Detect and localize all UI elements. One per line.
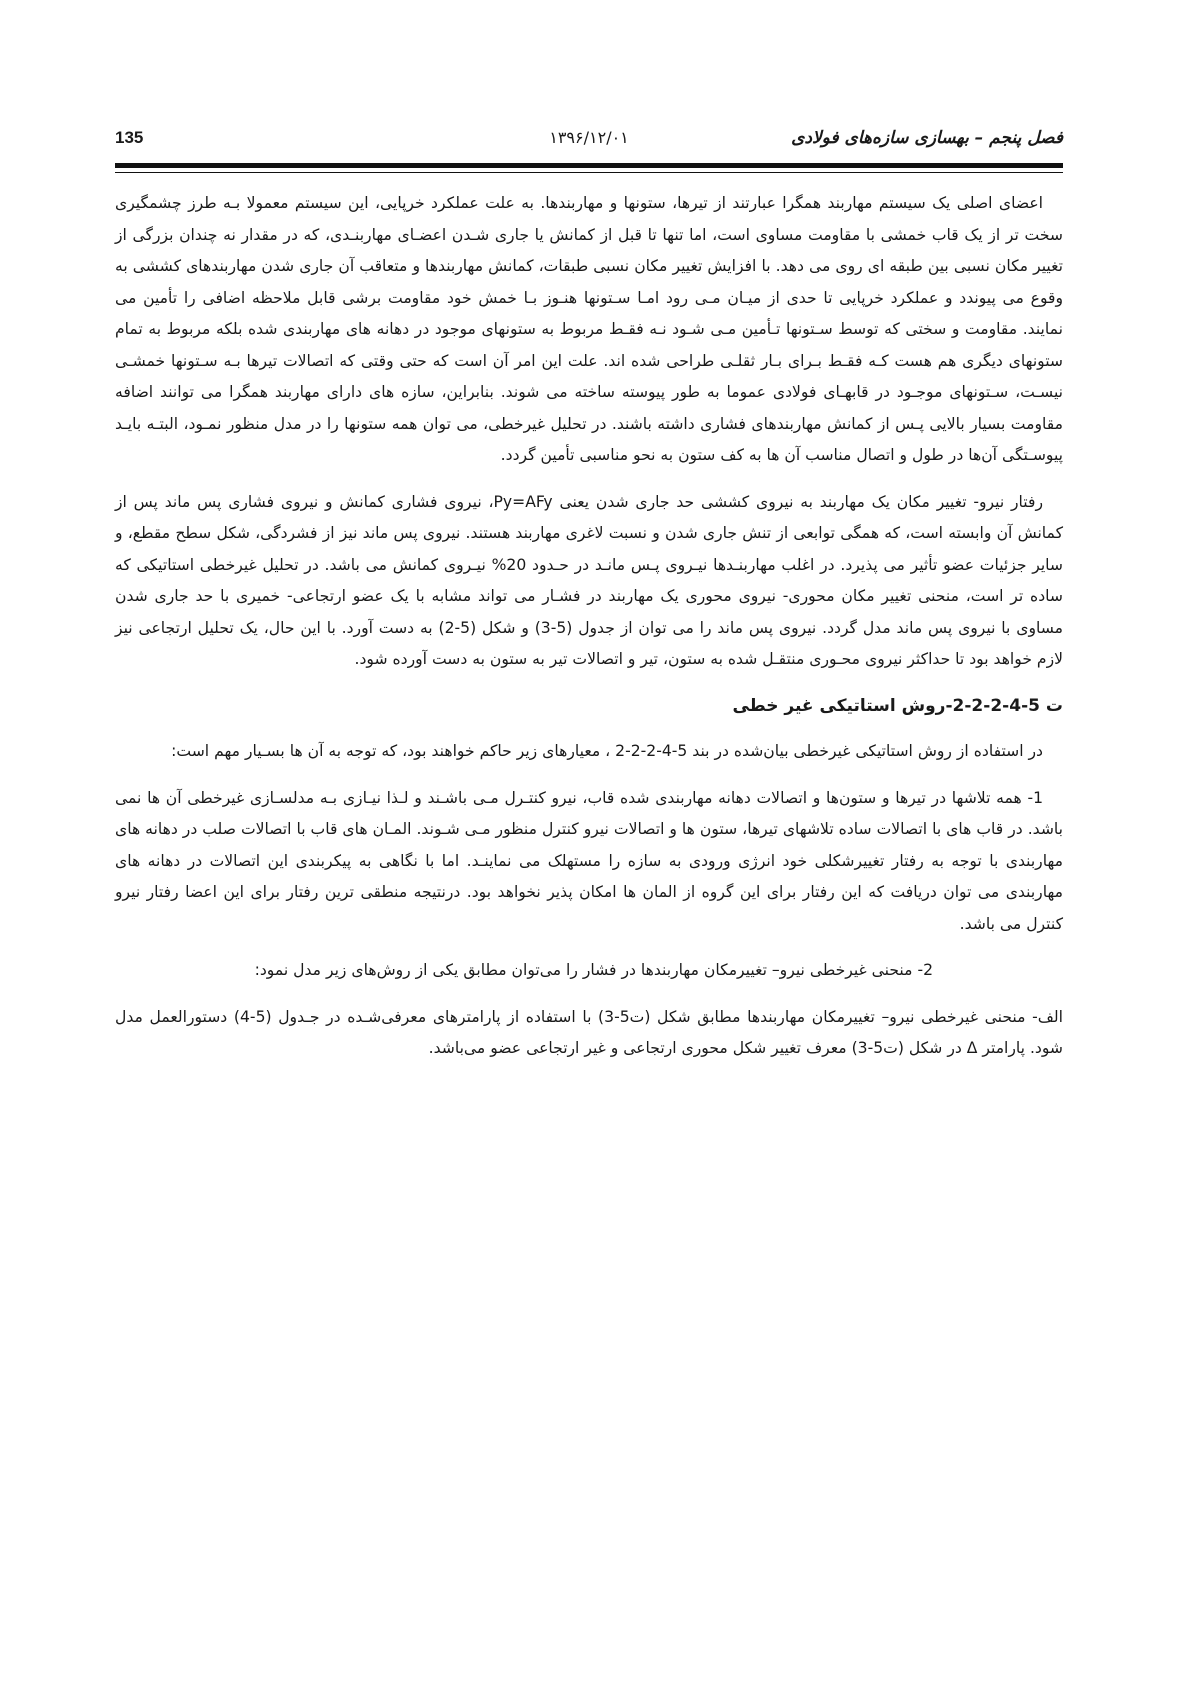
header-rule-thick (115, 163, 1063, 168)
paragraph-2: رفتار نیرو- تغییر مکان یک مهاربند به نیروی کششی حد جاری شدن یعنی Py=AFy، نیروی فشاری کمانش و نیروی فشاری پس ماند پس از کمانش آن وابسته است، که همگی توابعی از تنش جاری شدن و نسبت لاغری مهاربند هستند. نیروی پس ماند نیز از فشردگی، شکل سطح مقطع، و سایر جزئیات عضو تأثیر می پذیرد. در اغلب مهاربنـدها نیـروی پـس مانـد در حـدود 20% نیـروی کمانش می باشد. در تحلیل غیرخطی استاتیکی که ساده تر است، منحنی تغییر مکان محوری- نیروی محوری یک مهاربند در فشـار می تواند مشابه با یک عضو ارتجاعی- خمیری با حد جاری شدن مساوی با نیروی پس ماند مدل گردد. نیروی پس ماند را می توان از جدول (5-3) و شکل (5-2) به دست آورد. با این حال، یک تحلیل ارتجاعی نیز لازم خواهد بود تا حداکثر نیروی محـوری منتقـل شده به ستون، تیر و اتصالات تیر به ستون به دست آورده شود. (115, 492, 1063, 668)
header-date: ۱۳۹۶/۱۲/۰۱ (549, 128, 629, 147)
page-header (115, 128, 1063, 158)
paragraph-1: اعضای اصلی یک سیستم مهاربند همگرا عبارتند از تیرها، ستونها و مهاربندها. به علت عملکرد خرپایی، این سیستم معمولا بـه طرز چشمگیری سخت تر از یک قاب خمشی با مقاومت مساوی است، اما تنها تا قبل از کمانش یا جاری شـدن اعضـای مهاربنـدی، که در مقدار نه چندان بزرگی از تغییر مکان نسبی بین طبقه ای روی می دهد. با افزایش تغییر مکان نسبی طبقات، کمانش مهاربندها و متعاقب آن جاری شدن مهاربندهای کششی به وقوع می پیوندد و عملکرد خرپایی تا حدی از میـان مـی رود امـا سـتونها هنـوز بـا خمش خود مقاومت برشی قابل ملاحظه اضافی را تأمین می نمایند. مقاومت و سختی که توسط سـتونها تـأمین مـی شـود نـه فقـط مربوط به ستونهای موجود در دهانه های مهاربندی شده بلکه مربوط به تمام ستونهای دیگری هم هست کـه فقـط بـرای بـار ثقلـی طراحی شده اند. علت این امر آن است که حتی وقتی که اتصالات تیرها بـه سـتونها خمشـی نیسـت، سـتونهای موجـود در قابهـای فولادی عموما به طور پیوسته ساخته می شوند. بنابراین، سازه های دارای مهاربند همگرا می توانند اضافه مقاومت بسیار بالایی پـس از کمانش مهاربندهای فشاری داشته باشند. در تحلیل غیرخطی، می توان همه ستونها را در مدل منظور نمـود، البتـه بایـد پیوسـتگی آن‌ها در طول و اتصال مناسب آن ها به کف ستون به نحو مناسبی تأمین گردد. (115, 194, 1063, 464)
body-text (115, 188, 1063, 1080)
paragraph-5: 2- منحنی غیرخطی نیرو– تغییرمکان مهاربندها در فشار را می‌توان مطابق یکی از روش‌های زیر مدل نمود: (254, 961, 933, 979)
paragraph-3: در استفاده از روش استاتیکی غیرخطی بیان‌شده در بند 5-4-2-2-2 ، معیارهای زیر حاکم خواهند بود، که توجه به آن ها بسـیار مهم است: (171, 742, 1043, 760)
header-rule-thin (115, 172, 1063, 173)
paragraph-6: الف- منحنی غیرخطی نیرو– تغییرمکان مهاربندها مطابق شکل (ت5-3) با استفاده از پارامترهای معرفی‌شـده در جـدول (5-4) دستورالعمل مدل شود. پارامتر Δ در شکل (ت5-3) معرف تغییر شکل محوری ارتجاعی و غیر ارتجاعی عضو می‌باشد. (115, 1007, 1063, 1057)
chapter-title: فصل پنجم – بهسازی سازه‌های فولادی (791, 128, 1063, 148)
paragraph-4: 1- همه تلاشها در تیرها و ستون‌ها و اتصالات دهانه مهاربندی شده قاب، نیرو کنتـرل مـی باشـند و لـذا نیـازی بـه مدلسـازی غیرخطی آن ها نمی باشد. در قاب های با اتصالات ساده تلاشهای تیرها، ستون ها و اتصالات نیرو کنترل منظور مـی شـوند. المـان های قاب با اتصالات صلب در دهانه های مهاربندی با توجه به رفتار تغییرشکلی خود انرژی ورودی به سازه را مستهلک می نماینـد. اما با نگاهی به پیکربندی این اتصالات در دهانه های مهاربندی می توان دریافت که این رفتار برای این گروه از المان ها امکان پذیر نخواهد بود. درنتیجه منطقی ترین رفتار برای این اعضا رفتار نیرو کنترل می باشد. (115, 788, 1063, 933)
section-heading: ت 5-4-2-2-2-روش استاتیکی غیر خطی (732, 695, 1063, 716)
page-number: 135 (115, 128, 144, 147)
